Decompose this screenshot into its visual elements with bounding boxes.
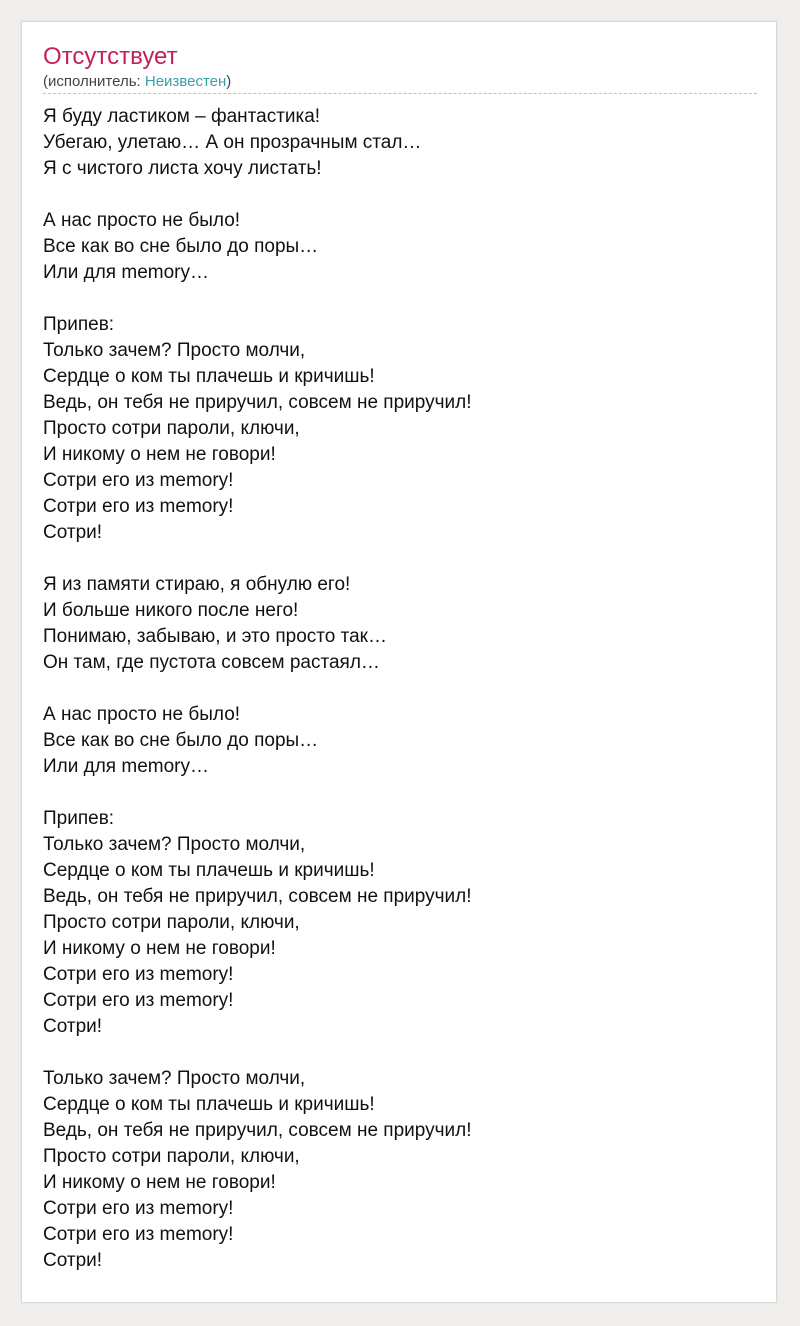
lyric-line: Сердце о ком ты плачешь и кричишь! [43, 366, 375, 387]
lyric-line: А нас просто не было! [43, 210, 241, 231]
lyric-line: Или для memory… [43, 756, 209, 777]
lyric-spacer [43, 1040, 743, 1066]
lyric-line: Ведь, он тебя не приручил, совсем не приручил! [43, 1120, 472, 1141]
lyric-line: И никому о нем не говори! [43, 938, 276, 959]
lyric-line: Только зачем? Просто молчи, [43, 834, 306, 855]
lyric-line: Понимаю, забываю, и это просто так… [43, 626, 387, 647]
lyric-line: Просто сотри пароли, ключи, [43, 912, 300, 933]
lyric-line: Все как во сне было до поры… [43, 236, 319, 257]
lyric-line: Ведь, он тебя не приручил, совсем не приручил! [43, 886, 472, 907]
lyric-line: Сотри! [43, 1016, 103, 1037]
lyric-line: А нас просто не было! [43, 704, 241, 725]
lyric-line: Просто сотри пароли, ключи, [43, 1146, 300, 1167]
lyric-line: Сотри! [43, 1250, 103, 1271]
lyric-line: Сердце о ком ты плачешь и кричишь! [43, 860, 375, 881]
lyric-line: Сотри его из memory! [43, 964, 234, 985]
lyric-line: И никому о нем не говори! [43, 1172, 276, 1193]
lyric-line: Я буду ластиком – фантастика! [43, 106, 321, 127]
header-divider [43, 93, 757, 94]
lyric-line: И больше никого после него! [43, 600, 299, 621]
lyric-line: Я из памяти стираю, я обнулю его! [43, 574, 351, 595]
artist-prefix: (исполнитель: [43, 73, 145, 90]
lyric-line: Убегаю, улетаю… А он прозрачным стал… [43, 132, 422, 153]
lyrics-card [21, 21, 777, 1303]
lyric-line: Сотри его из memory! [43, 990, 234, 1011]
lyric-line: Припев: [43, 314, 115, 335]
artist-suffix: ) [226, 73, 232, 90]
lyric-spacer [43, 676, 743, 702]
song-title: Отсутствует [43, 43, 178, 70]
lyric-line: Сердце о ком ты плачешь и кричишь! [43, 1094, 375, 1115]
lyric-line: Сотри его из memory! [43, 470, 234, 491]
artist-line [43, 73, 231, 91]
lyric-spacer [43, 286, 743, 312]
artist-link[interactable]: Неизвестен [144, 73, 227, 90]
lyric-line: Просто сотри пароли, ключи, [43, 418, 300, 439]
lyric-line: Ведь, он тебя не приручил, совсем не приручил! [43, 392, 472, 413]
lyric-line: Сотри его из memory! [43, 1198, 234, 1219]
lyric-line: Только зачем? Просто молчи, [43, 340, 306, 361]
lyric-line: Сотри его из memory! [43, 1224, 234, 1245]
lyric-spacer [43, 780, 743, 806]
lyric-line: Сотри! [43, 522, 103, 543]
lyrics-text [43, 104, 743, 1274]
lyric-spacer [43, 182, 743, 208]
lyric-spacer [43, 546, 743, 572]
lyric-line: Или для memory… [43, 262, 209, 283]
lyric-line: И никому о нем не говори! [43, 444, 276, 465]
lyric-line: Только зачем? Просто молчи, [43, 1068, 306, 1089]
lyric-line: Сотри его из memory! [43, 496, 234, 517]
lyric-line: Припев: [43, 808, 115, 829]
lyric-line: Я с чистого листа хочу листать! [43, 158, 322, 179]
lyric-line: Все как во сне было до поры… [43, 730, 319, 751]
lyric-line: Он там, где пустота совсем растаял… [43, 652, 380, 673]
